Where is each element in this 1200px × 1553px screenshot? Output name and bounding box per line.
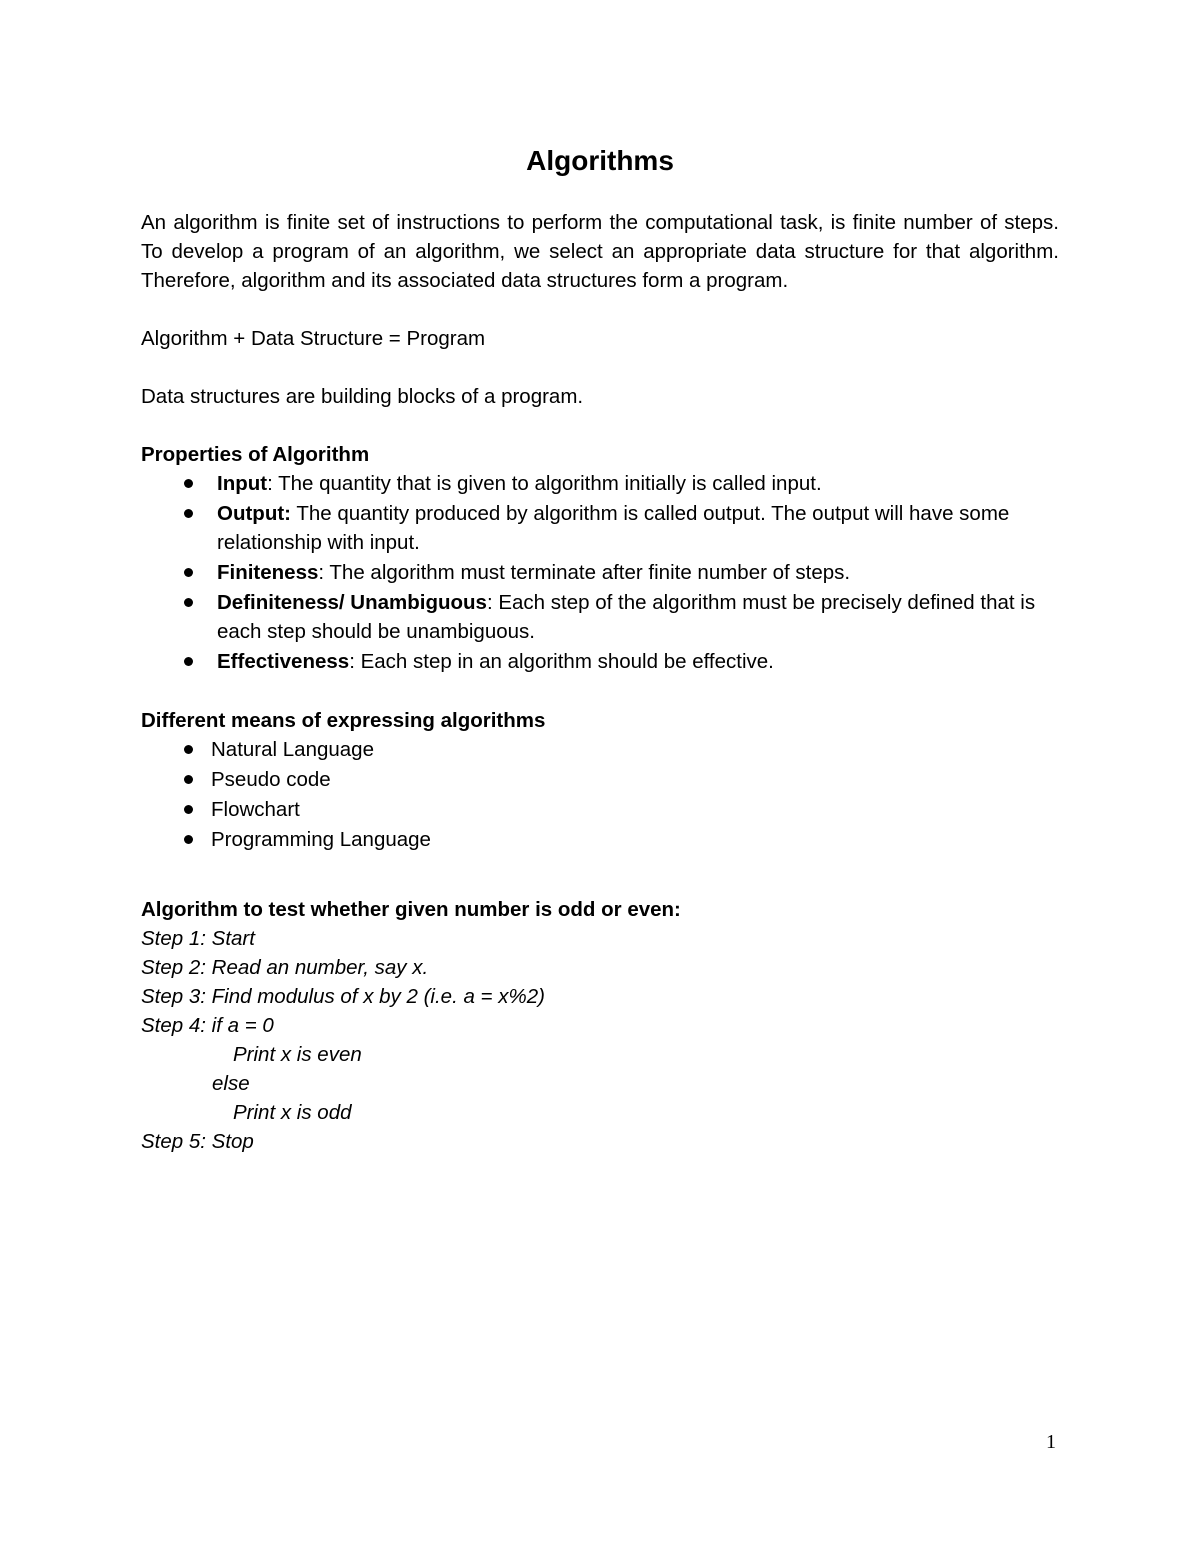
- bullet-icon: [184, 657, 193, 666]
- bullet-icon: [184, 745, 193, 754]
- property-text: : The quantity that is given to algorithm initially is called input.: [267, 472, 822, 495]
- bullet-icon: [184, 568, 193, 577]
- odd-even-heading: Algorithm to test whether given number is odd or even:: [141, 898, 681, 921]
- algorithm-step-print-even: Print x is even: [233, 1043, 362, 1066]
- properties-list: [141, 469, 1059, 676]
- bullet-icon: [184, 598, 193, 607]
- list-item: [141, 647, 1059, 676]
- bullet-icon: [184, 775, 193, 784]
- means-item-text: Programming Language: [211, 828, 431, 851]
- list-item: [141, 499, 1059, 557]
- means-item-text: Flowchart: [211, 798, 300, 821]
- algorithm-step: Step 3: Find modulus of x by 2 (i.e. a = x%2): [141, 985, 545, 1008]
- property-text: : The algorithm must terminate after finite number of steps.: [318, 561, 851, 584]
- algorithm-step: Step 1: Start: [141, 927, 255, 950]
- means-item-text: Pseudo code: [211, 768, 331, 791]
- property-term: Definiteness/ Unambiguous: [217, 591, 487, 614]
- algorithm-step: Step 4: if a = 0: [141, 1014, 274, 1037]
- property-term: Output:: [217, 502, 291, 525]
- building-blocks-line: Data structures are building blocks of a program.: [141, 385, 584, 408]
- property-text: The quantity produced by algorithm is called output. The output will have some relationship with input.: [217, 502, 1010, 554]
- means-heading: Different means of expressing algorithms: [141, 709, 546, 732]
- list-item: [141, 735, 1059, 764]
- properties-heading: Properties of Algorithm: [141, 443, 370, 466]
- property-term: Finiteness: [217, 561, 319, 584]
- list-item: [141, 825, 1059, 854]
- property-term: Effectiveness: [217, 650, 350, 673]
- algorithm-step-else: else: [212, 1072, 250, 1095]
- algorithm-step-print-odd: Print x is odd: [233, 1101, 352, 1124]
- bullet-icon: [184, 479, 193, 488]
- bullet-icon: [184, 509, 193, 518]
- equation-line: Algorithm + Data Structure = Program: [141, 327, 486, 350]
- bullet-icon: [184, 835, 193, 844]
- algorithm-step: Step 2: Read an number, say x.: [141, 956, 429, 979]
- means-item-text: Natural Language: [211, 738, 374, 761]
- property-text: : Each step of the algorithm must be precisely defined that is each step should be unambiguous.: [217, 591, 1036, 643]
- document-body: [141, 208, 1059, 1156]
- list-item: [141, 469, 1059, 498]
- list-item: [141, 588, 1059, 646]
- list-item: [141, 558, 1059, 587]
- property-term: Input: [217, 472, 268, 495]
- list-item: [141, 765, 1059, 794]
- algorithm-step: Step 5: Stop: [141, 1130, 254, 1153]
- property-text: : Each step in an algorithm should be effective.: [349, 650, 774, 673]
- intro-paragraph: An algorithm is finite set of instructions to perform the computational task, is finite number of steps. To develop a program of an algorithm, we select an appropriate data structure for that algorithm. Therefore, algorithm and its associated data structures form a program.: [141, 211, 1059, 292]
- list-item: [141, 795, 1059, 824]
- page-number: 1: [1046, 1431, 1056, 1453]
- page-title: Algorithms: [526, 145, 674, 176]
- bullet-icon: [184, 805, 193, 814]
- means-list: [141, 735, 1059, 854]
